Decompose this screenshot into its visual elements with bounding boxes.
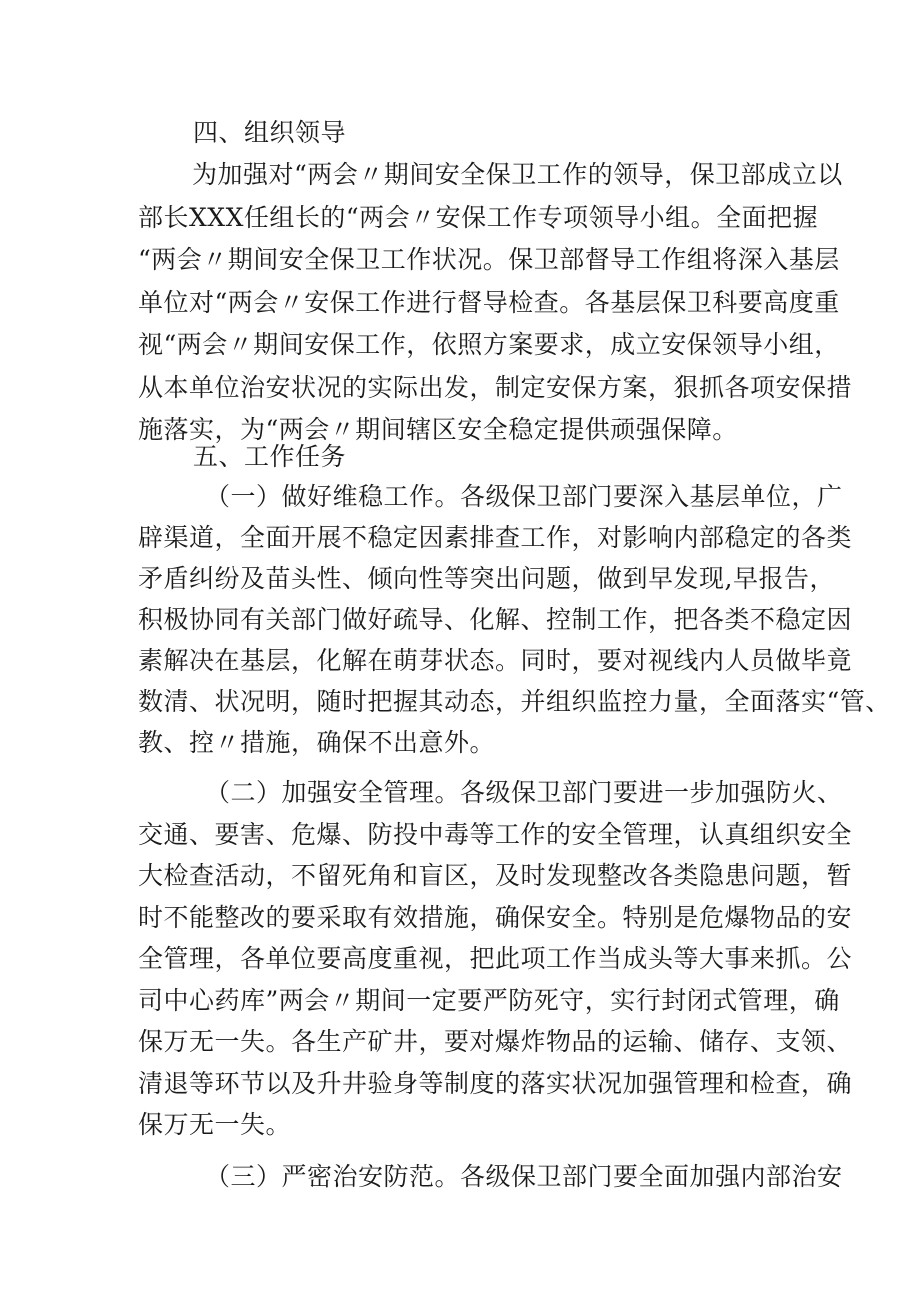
paragraph-line: 保万无一失。各生产矿井，要对爆炸物品的运输、储存、支领、 [138,1027,853,1056]
paragraph-line: 数清、状况明，随时把握其动态，并组织监控力量，全面落实“管、 [138,687,891,716]
paragraph-line: 素解决在基层，化解在萌芽状态。同时，要对视线内人员做毕竟 [138,646,853,675]
paragraph-line: 全管理，各单位要高度重视，把此项工作当成头等大事来抓。公 [138,944,853,973]
paragraph-line: 视“两会〃期间安保工作，依照方案要求，成立安保领导小组， [138,330,840,359]
paragraph-line: 交通、要害、危爆、防投中毒等工作的安全管理，认真组织安全 [138,820,853,849]
paragraph-line: 为加强对“两会〃期间安全保卫工作的领导，保卫部成立以 [192,160,843,189]
paragraph-line: 施落实，为“两会〃期间辖区安全稳定提供顽强保障。 [138,415,738,444]
paragraph-line: 部长XXX任组长的“两会〃安保工作专项领导小组。全面把握 [138,203,819,232]
paragraph-line: “两会〃期间安全保卫工作状况。保卫部督导工作组将深入基层 [138,245,840,274]
paragraph-line: （二）加强安全管理。各级保卫部门要进一步加强防火、 [205,778,843,807]
paragraph-line: 辟渠道，全面开展不稳定因素排查工作，对影响内部稳定的各类 [138,523,853,552]
section-heading-tasks: 五、工作任务 [193,442,347,471]
section-heading-organization: 四、组织领导 [193,118,347,147]
paragraph-line: 保万无一失。 [138,1110,292,1139]
paragraph-line: 单位对“两会〃安保工作进行督导检查。各基层保卫科要高度重 [138,288,840,317]
paragraph-line: 时不能整改的要采取有效措施，确保安全。特别是危爆物品的安 [138,903,853,932]
paragraph-line: （三）严密治安防范。各级保卫部门要全面加强内部治安 [205,1162,843,1191]
paragraph-line: 司中心药库”两会〃期间一定要严防死守，实行封闭式管理，确 [138,986,840,1015]
paragraph-line: 积极协同有关部门做好疏导、化解、控制工作，把各类不稳定因 [138,605,853,634]
paragraph-line: （一）做好维稳工作。各级保卫部门要深入基层单位，广 [205,482,843,511]
paragraph-line: 矛盾纠纷及苗头性、倾向性等突出问题，做到早发现,早报告， [138,564,835,593]
paragraph-line: 清退等环节以及升井验身等制度的落实状况加强管理和检查，确 [138,1069,853,1098]
paragraph-line: 大检查活动，不留死角和盲区，及时发现整改各类隐患问题，暂 [138,861,853,890]
paragraph-line: 从本单位治安状况的实际出发，制定安保方案，狠抓各项安保措 [138,373,853,402]
paragraph-line: 教、控〃措施，确保不出意外。 [138,728,496,757]
